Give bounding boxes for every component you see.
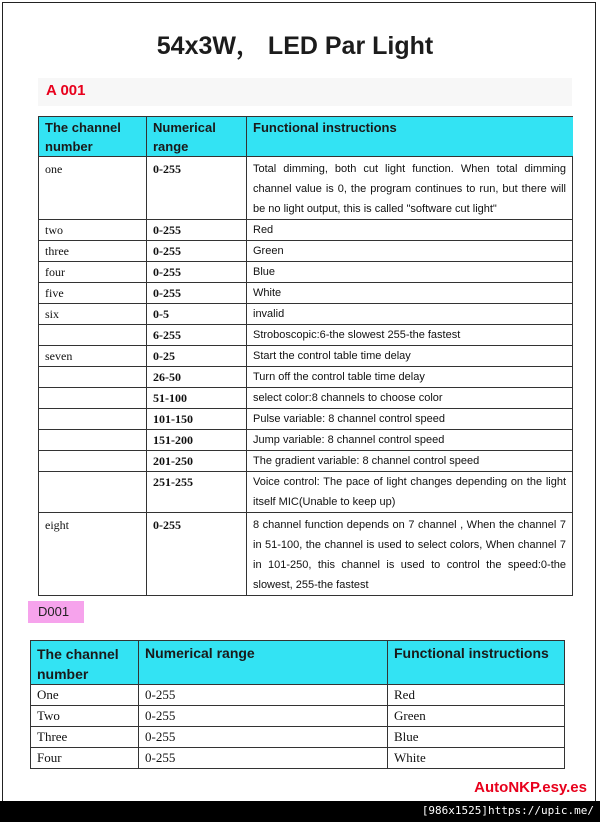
cell-function: Blue (247, 262, 573, 283)
table-row (39, 388, 573, 409)
cell-range: 151-200 (147, 430, 247, 451)
cell-range: 0-255 (147, 157, 247, 220)
channel-table-d001 (30, 640, 565, 769)
table-row (39, 220, 573, 241)
cell-function: select color:8 channels to choose color (247, 388, 573, 409)
cell-range: 251-255 (147, 472, 247, 513)
table-row (39, 367, 573, 388)
table-row (31, 685, 565, 706)
cell-channel: eight (39, 513, 147, 596)
cell-range: 0-255 (147, 262, 247, 283)
cell-function: Jump variable: 8 channel control speed (247, 430, 573, 451)
cell-channel: three (39, 241, 147, 262)
header-numerical-range: Numerical range (147, 117, 247, 157)
table-row (39, 346, 573, 367)
section-a-label: A 001 (46, 82, 86, 99)
cell-function: Total dimming, both cut light function. When total dimming channel value is 0, the program continues to run, but there will be no light output, this is called "software cut light" (247, 157, 573, 220)
cell-function: Pulse variable: 8 channel control speed (247, 409, 573, 430)
cell-function: Start the control table time delay (247, 346, 573, 367)
table-row (39, 304, 573, 325)
cell-function: Voice control: The pace of light changes depending on the light itself MIC(Unable to keep up) (247, 472, 573, 513)
cell-channel: five (39, 283, 147, 304)
cell-range: 0-25 (147, 346, 247, 367)
table-row (39, 157, 573, 220)
cell-channel: seven (39, 346, 147, 367)
cell-range: 51-100 (147, 388, 247, 409)
footer-text: [986x1525]https://upic.me/ (421, 804, 594, 817)
cell-channel: Two (31, 706, 139, 727)
footer-bar (0, 801, 600, 822)
channel-table-a001 (38, 116, 573, 596)
header-channel-number: The channel number (39, 117, 147, 157)
cell-function: Green (388, 706, 565, 727)
cell-range: 0-255 (147, 513, 247, 596)
cell-range: 0-255 (139, 748, 388, 769)
cell-function: White (388, 748, 565, 769)
cell-range: 0-255 (139, 727, 388, 748)
table-row (39, 262, 573, 283)
cell-range: 0-255 (147, 220, 247, 241)
table-row (31, 706, 565, 727)
cell-channel: Three (31, 727, 139, 748)
cell-channel: Four (31, 748, 139, 769)
cell-range: 6-255 (147, 325, 247, 346)
table-row (39, 451, 573, 472)
header-functional-instructions: Functional instructions (247, 117, 573, 157)
cell-function: White (247, 283, 573, 304)
cell-channel (39, 451, 147, 472)
header-functional-instructions: Functional instructions (388, 641, 565, 685)
cell-channel (39, 367, 147, 388)
cell-function: Green (247, 241, 573, 262)
table-row (39, 325, 573, 346)
cell-function: Turn off the control table time delay (247, 367, 573, 388)
table-row (39, 283, 573, 304)
table-row (39, 430, 573, 451)
cell-function: 8 channel function depends on 7 channel , When the channel 7 in 51-100, the channel is used to select colors, When channel 7 in 101-250, this channel is used to control the speed:0-the slowest, 255-the fastest (247, 513, 573, 596)
cell-range: 0-255 (147, 241, 247, 262)
cell-range: 201-250 (147, 451, 247, 472)
cell-channel: one (39, 157, 147, 220)
cell-range: 0-5 (147, 304, 247, 325)
table-row (31, 727, 565, 748)
cell-function: invalid (247, 304, 573, 325)
table-header-row (39, 117, 573, 157)
table-row (39, 513, 573, 596)
page-title: 54x3W， LED Par Light (156, 32, 434, 60)
cell-channel (39, 325, 147, 346)
cell-range: 0-255 (147, 283, 247, 304)
table-row (31, 748, 565, 769)
cell-range: 26-50 (147, 367, 247, 388)
brand-watermark: AutoNKP.esy.es (474, 779, 587, 796)
cell-function: Red (247, 220, 573, 241)
cell-range: 101-150 (147, 409, 247, 430)
cell-function: Red (388, 685, 565, 706)
header-numerical-range: Numerical range (139, 641, 388, 685)
header-channel-number: The channel number (31, 641, 139, 685)
cell-function: The gradient variable: 8 channel control speed (247, 451, 573, 472)
cell-channel (39, 430, 147, 451)
cell-channel (39, 409, 147, 430)
cell-function: Stroboscopic:6-the slowest 255-the fastest (247, 325, 573, 346)
table-row (39, 241, 573, 262)
table-row (39, 409, 573, 430)
cell-range: 0-255 (139, 685, 388, 706)
section-d-label-box (28, 601, 84, 623)
cell-channel: two (39, 220, 147, 241)
cell-channel (39, 388, 147, 409)
cell-channel: six (39, 304, 147, 325)
table-header-row (31, 641, 565, 685)
section-d-label: D001 (38, 604, 70, 619)
cell-channel: four (39, 262, 147, 283)
table-row (39, 472, 573, 513)
cell-channel (39, 472, 147, 513)
cell-function: Blue (388, 727, 565, 748)
section-a-label-box (38, 78, 572, 106)
cell-range: 0-255 (139, 706, 388, 727)
cell-channel: One (31, 685, 139, 706)
